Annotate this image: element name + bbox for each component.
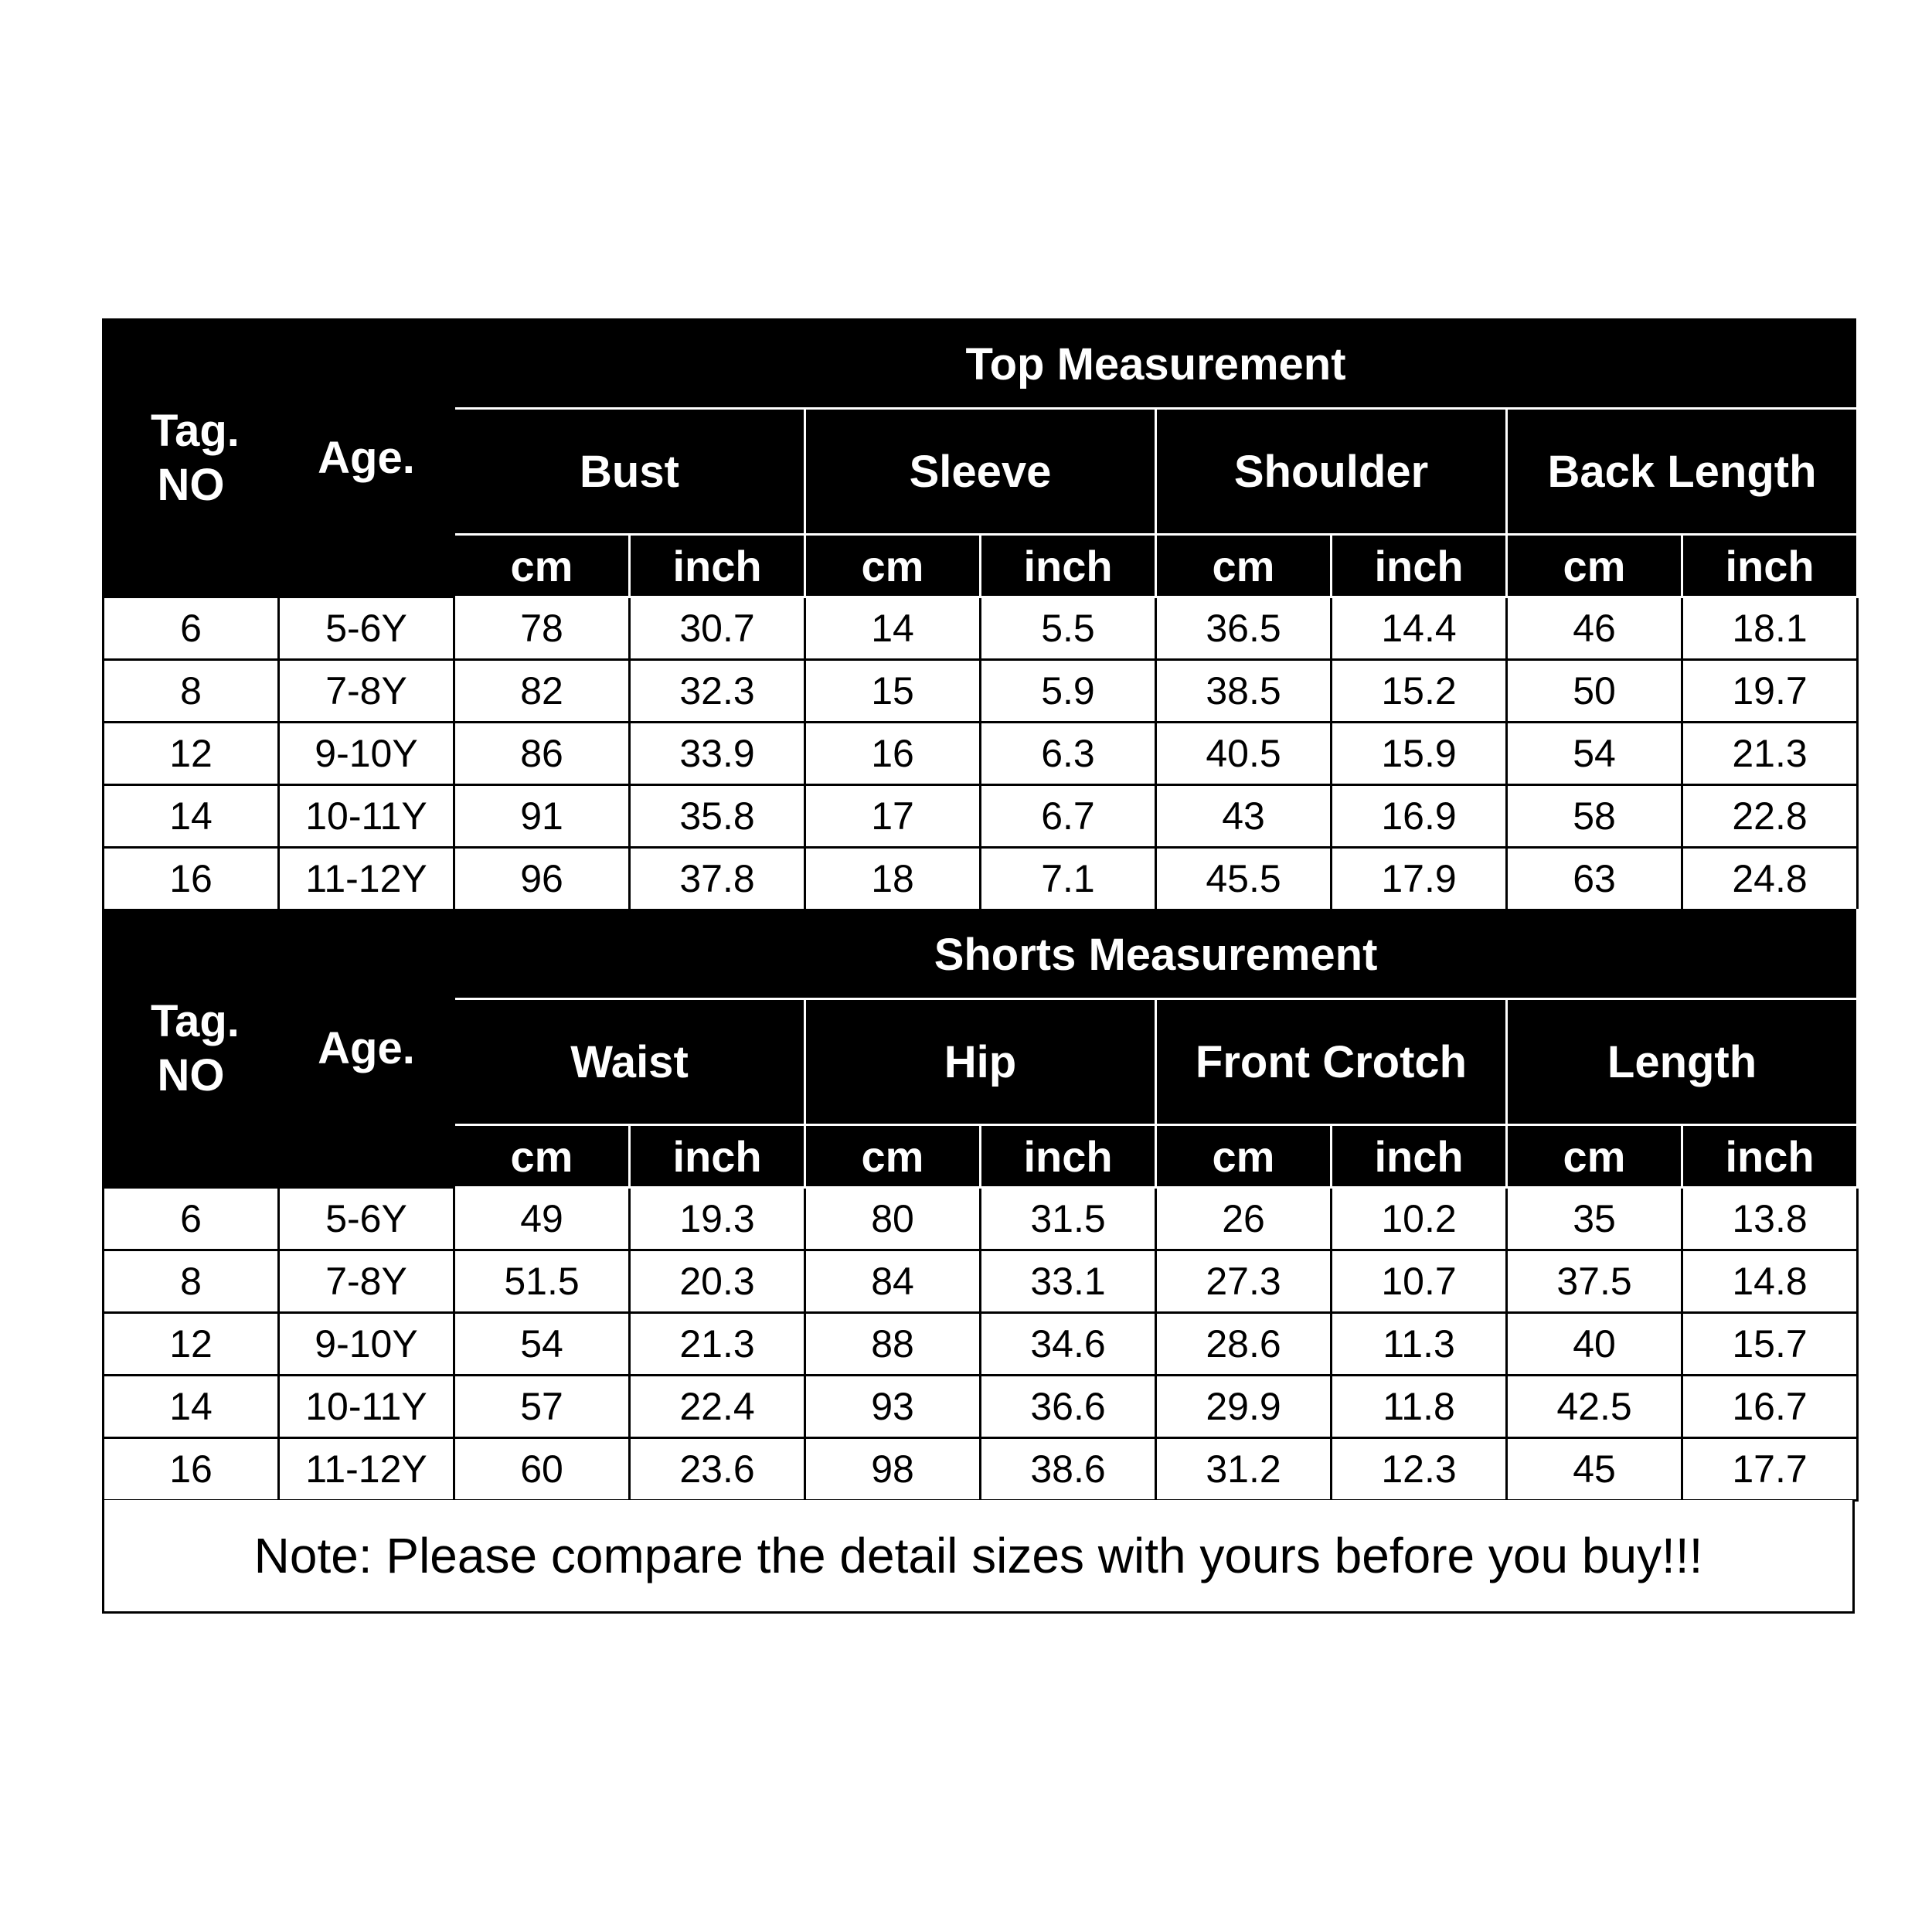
table-cell: 45 [1507,1438,1682,1501]
table-cell: 6 [104,597,279,660]
header-bust: Bust [454,409,805,535]
table-cell: 11-12Y [279,848,454,910]
table-cell: 14.8 [1682,1250,1858,1313]
table-cell: 15.7 [1682,1313,1858,1376]
table-cell: 40.5 [1156,723,1332,785]
table-cell: 27.3 [1156,1250,1332,1313]
table-title: Shorts Measurement [454,910,1858,999]
table-cell: 29.9 [1156,1376,1332,1438]
table-cell: 49 [454,1188,630,1250]
table-cell: 14.4 [1332,597,1507,660]
table-cell: 32.3 [630,660,805,723]
unit-inch: inch [1682,535,1858,597]
table-cell: 37.8 [630,848,805,910]
table-title: Top Measurement [454,320,1858,409]
table-cell: 23.6 [630,1438,805,1501]
table-cell: 9-10Y [279,723,454,785]
table-cell: 11.3 [1332,1313,1507,1376]
header-tag-no: Tag. NO [104,320,279,597]
table-cell: 20.3 [630,1250,805,1313]
table-cell: 34.6 [981,1313,1156,1376]
table-cell: 14 [104,1376,279,1438]
unit-inch: inch [1332,1125,1507,1188]
table-cell: 16.7 [1682,1376,1858,1438]
table-cell: 46 [1507,597,1682,660]
header-age: Age. [279,320,454,597]
table-cell: 45.5 [1156,848,1332,910]
table-cell: 6.3 [981,723,1156,785]
table-cell: 37.5 [1507,1250,1682,1313]
unit-inch: inch [1332,535,1507,597]
table-cell: 54 [454,1313,630,1376]
table-cell: 14 [104,785,279,848]
table-row [104,1188,1858,1250]
header-shoulder: Shoulder [1156,409,1507,535]
table-cell: 8 [104,660,279,723]
header-hip: Hip [805,999,1156,1125]
table-cell: 7-8Y [279,1250,454,1313]
unit-cm: cm [1156,535,1332,597]
table-cell: 51.5 [454,1250,630,1313]
table-cell: 28.6 [1156,1313,1332,1376]
table-cell: 84 [805,1250,981,1313]
table-row [104,597,1858,660]
table-cell: 30.7 [630,597,805,660]
table-cell: 10.7 [1332,1250,1507,1313]
table-cell: 11-12Y [279,1438,454,1501]
table-cell: 18.1 [1682,597,1858,660]
table-cell: 26 [1156,1188,1332,1250]
table-cell: 17 [805,785,981,848]
table-cell: 19.3 [630,1188,805,1250]
table-cell: 22.4 [630,1376,805,1438]
table-cell: 91 [454,785,630,848]
table-cell: 35 [1507,1188,1682,1250]
table-cell: 21.3 [1682,723,1858,785]
table-cell: 18 [805,848,981,910]
table-cell: 19.7 [1682,660,1858,723]
header-age: Age. [279,910,454,1188]
table-cell: 12 [104,1313,279,1376]
table-cell: 86 [454,723,630,785]
table-cell: 7-8Y [279,660,454,723]
table-cell: 16 [805,723,981,785]
table-row [104,660,1858,723]
table-cell: 8 [104,1250,279,1313]
table-cell: 24.8 [1682,848,1858,910]
table-cell: 16 [104,1438,279,1501]
table-cell: 38.5 [1156,660,1332,723]
table-cell: 54 [1507,723,1682,785]
table-cell: 15.9 [1332,723,1507,785]
unit-cm: cm [805,535,981,597]
table-cell: 63 [1507,848,1682,910]
shorts-measurement-table [102,909,1859,1502]
header-front-crotch: Front Crotch [1156,999,1507,1125]
unit-cm: cm [1507,535,1682,597]
table-cell: 57 [454,1376,630,1438]
table-cell: 22.8 [1682,785,1858,848]
unit-cm: cm [454,1125,630,1188]
table-cell: 16 [104,848,279,910]
unit-inch: inch [981,535,1156,597]
table-cell: 82 [454,660,630,723]
note-text: Note: Please compare the detail sizes with yours before you buy!!! [102,1500,1855,1614]
table-cell: 13.8 [1682,1188,1858,1250]
table-cell: 17.9 [1332,848,1507,910]
table-cell: 93 [805,1376,981,1438]
table-cell: 31.2 [1156,1438,1332,1501]
table-cell: 14 [805,597,981,660]
table-cell: 10.2 [1332,1188,1507,1250]
unit-cm: cm [1507,1125,1682,1188]
table-row [104,723,1858,785]
table-cell: 98 [805,1438,981,1501]
table-cell: 5-6Y [279,1188,454,1250]
table-cell: 50 [1507,660,1682,723]
table-cell: 17.7 [1682,1438,1858,1501]
table-cell: 35.8 [630,785,805,848]
table-cell: 5.9 [981,660,1156,723]
header-waist: Waist [454,999,805,1125]
table-row [104,1313,1858,1376]
table-row [104,848,1858,910]
unit-cm: cm [454,535,630,597]
table-cell: 6 [104,1188,279,1250]
table-cell: 12 [104,723,279,785]
table-row [104,785,1858,848]
table-cell: 7.1 [981,848,1156,910]
table-cell: 36.6 [981,1376,1156,1438]
table-cell: 78 [454,597,630,660]
table-cell: 80 [805,1188,981,1250]
table-row [104,1376,1858,1438]
table-cell: 9-10Y [279,1313,454,1376]
table-cell: 5.5 [981,597,1156,660]
header-tag-no: Tag. NO [104,910,279,1188]
table-row [104,1250,1858,1313]
header-length: Length [1507,999,1858,1125]
table-cell: 15 [805,660,981,723]
table-cell: 31.5 [981,1188,1156,1250]
unit-inch: inch [630,535,805,597]
table-row [104,1438,1858,1501]
table-cell: 10-11Y [279,785,454,848]
table-cell: 96 [454,848,630,910]
table-cell: 36.5 [1156,597,1332,660]
unit-cm: cm [805,1125,981,1188]
unit-cm: cm [1156,1125,1332,1188]
top-measurement-table [102,318,1859,911]
table-cell: 16.9 [1332,785,1507,848]
unit-inch: inch [981,1125,1156,1188]
unit-inch: inch [630,1125,805,1188]
table-cell: 38.6 [981,1438,1156,1501]
header-back-length: Back Length [1507,409,1858,535]
table-cell: 11.8 [1332,1376,1507,1438]
table-cell: 40 [1507,1313,1682,1376]
table-cell: 10-11Y [279,1376,454,1438]
table-cell: 12.3 [1332,1438,1507,1501]
unit-inch: inch [1682,1125,1858,1188]
table-cell: 88 [805,1313,981,1376]
table-cell: 21.3 [630,1313,805,1376]
table-cell: 33.9 [630,723,805,785]
table-cell: 42.5 [1507,1376,1682,1438]
table-cell: 43 [1156,785,1332,848]
table-cell: 15.2 [1332,660,1507,723]
header-sleeve: Sleeve [805,409,1156,535]
table-cell: 6.7 [981,785,1156,848]
table-cell: 5-6Y [279,597,454,660]
table-cell: 58 [1507,785,1682,848]
table-cell: 33.1 [981,1250,1156,1313]
table-cell: 60 [454,1438,630,1501]
